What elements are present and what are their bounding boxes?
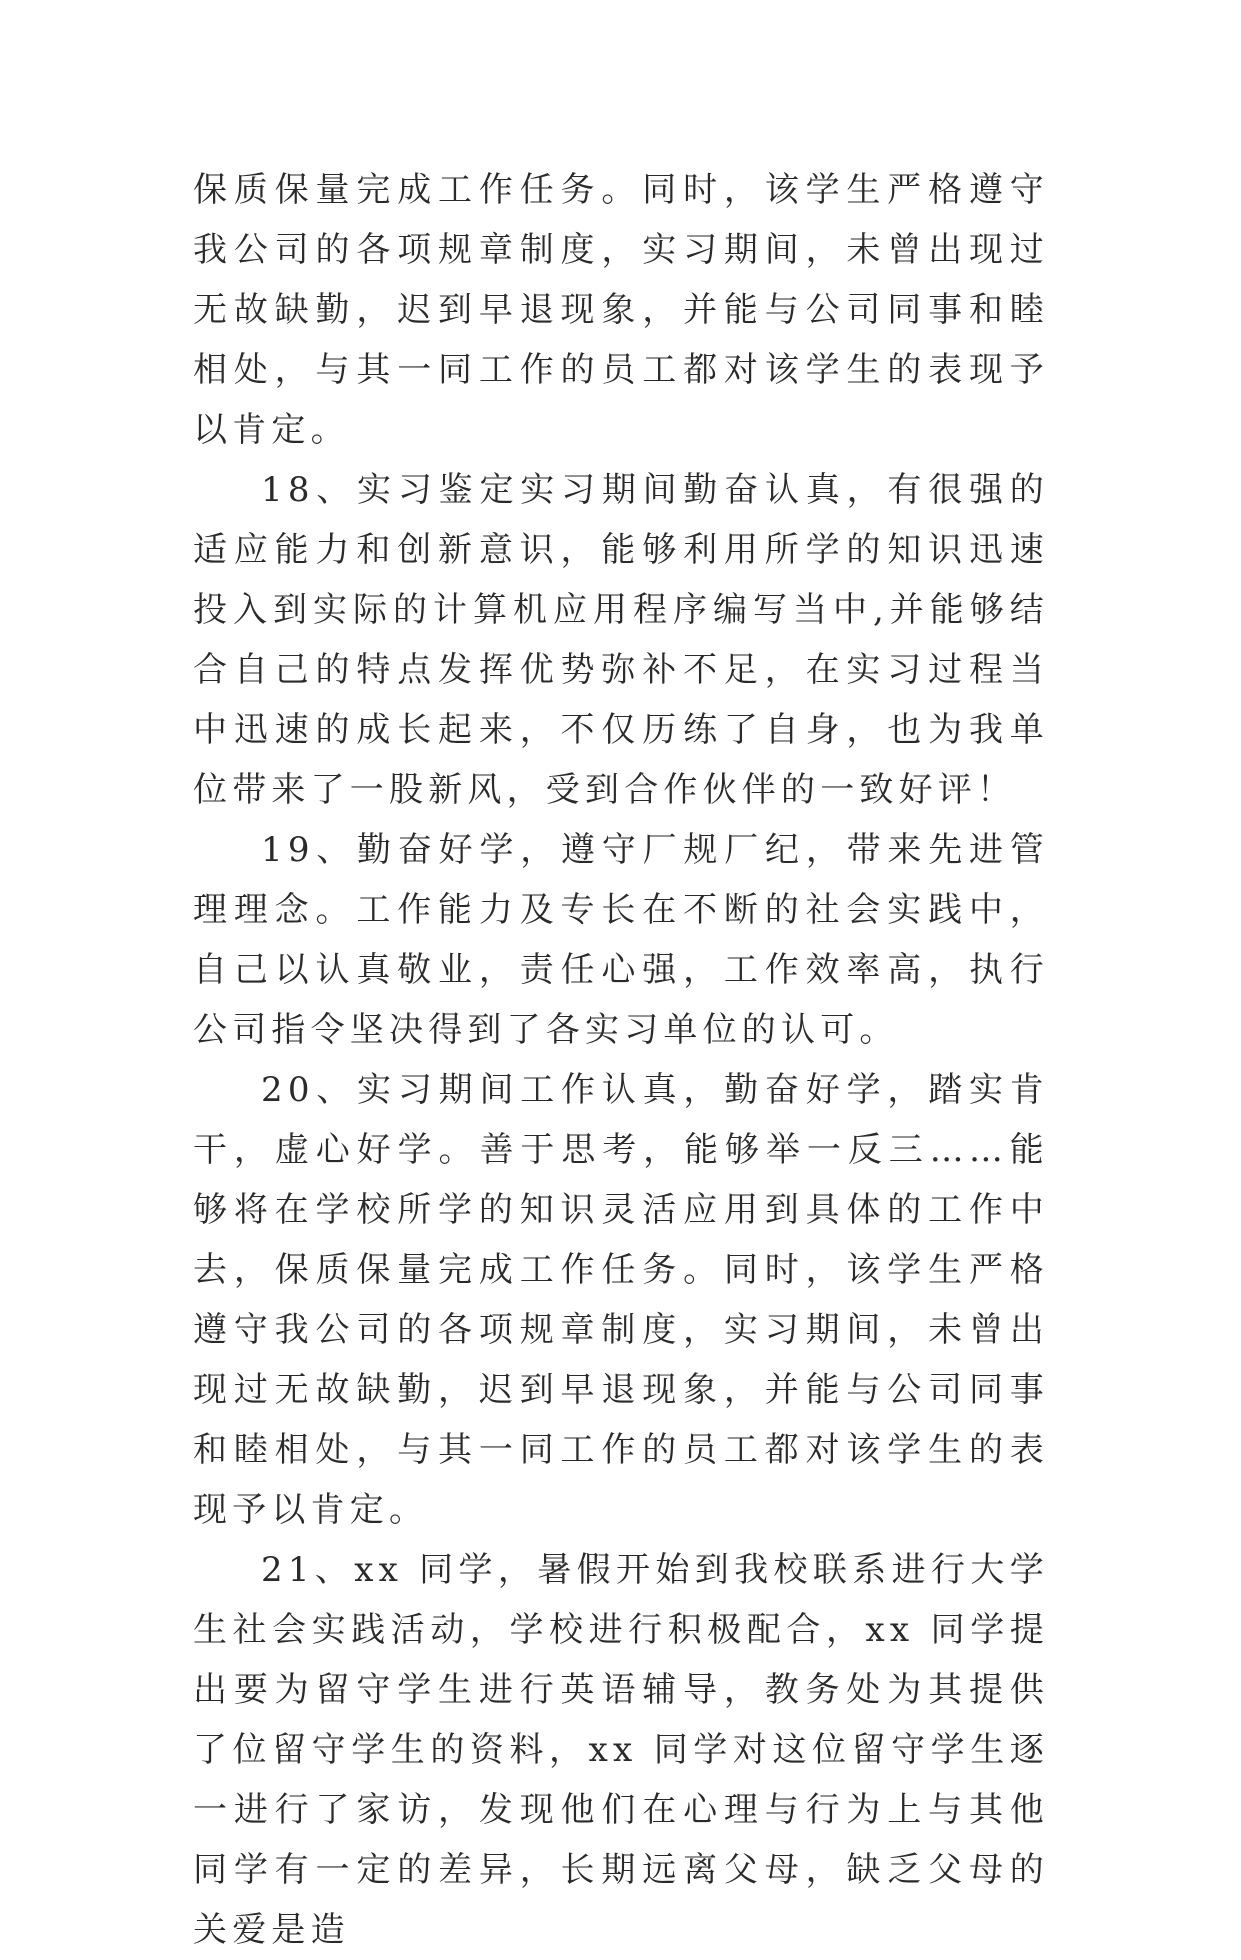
- paragraph-1: 保质保量完成工作任务。同时，该学生严格遵守我公司的各项规章制度，实习期间，未曾出现过无故缺勤，迟到早退现象，并能与公司同事和睦相处，与其一同工作的员工都对该学生的表现予以肯定。: [193, 170, 1049, 450]
- paragraph-18: 18、实习鉴定实习期间勤奋认真，有很强的适应能力和创新意识，能够利用所学的知识迅速投入到实际的计算机应用程序编写当中,并能够结合自己的特点发挥优势弥补不足，在实习过程当中迅速的成长起来，不仅历练了自身，也为我单位带来了一股新风，受到合作伙伴的一致好评！: [193, 470, 1049, 810]
- paragraph-19: 19、勤奋好学，遵守厂规厂纪，带来先进管理理念。工作能力及专长在不断的社会实践中，自己以认真敬业，责任心强，工作效率高，执行公司指令坚决得到了各实习单位的认可。: [193, 830, 1049, 1050]
- document-body: [193, 160, 1049, 1960]
- paragraph-20: 20、实习期间工作认真，勤奋好学，踏实肯干，虚心好学。善于思考，能够举一反三……能够将在学校所学的知识灵活应用到具体的工作中去，保质保量完成工作任务。同时，该学生严格遵守我公司的各项规章制度，实习期间，未曾出现过无故缺勤，迟到早退现象，并能与公司同事和睦相处，与其一同工作的员工都对该学生的表现予以肯定。: [193, 1070, 1049, 1530]
- paragraph-21: 21、xx 同学，暑假开始到我校联系进行大学生社会实践活动，学校进行积极配合，xx 同学提出要为留守学生进行英语辅导，教务处为其提供了位留守学生的资料，xx 同学对这位留守学生逐一进行了家访，发现他们在心理与行为上与其他同学有一定的差异，长期远离父母，缺乏父母的关爱是造: [193, 1550, 1049, 1950]
